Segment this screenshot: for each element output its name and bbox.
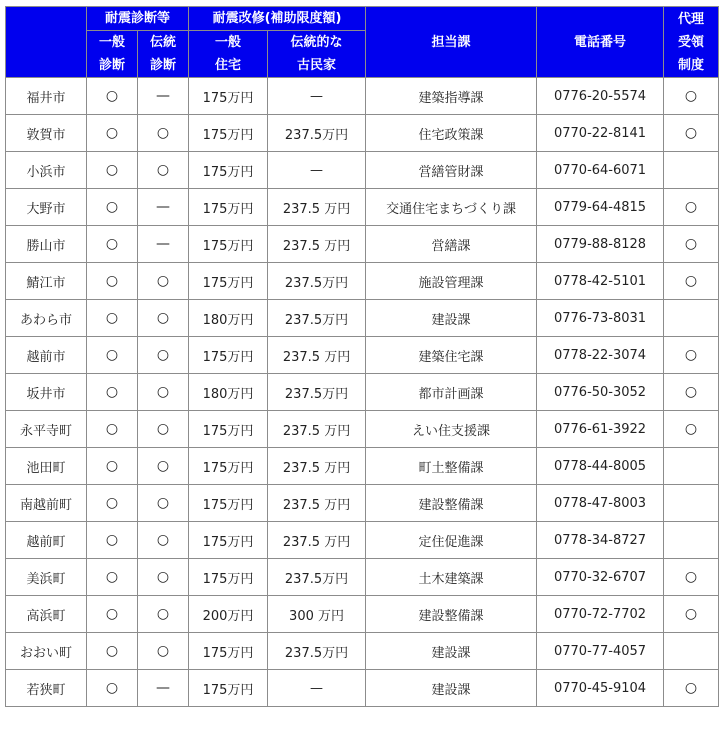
general-house-amount-cell: 175万円 <box>189 78 268 115</box>
proxy-cell: ○ <box>664 189 719 226</box>
table-body <box>6 78 719 707</box>
table-row <box>6 263 719 300</box>
traditional-house-amount-cell: 237.5 万円 <box>268 189 366 226</box>
department-cell: 建築指導課 <box>366 78 537 115</box>
header-general-diagnosis-line2: 診断 <box>98 58 125 73</box>
department-cell: 営繕管財課 <box>366 152 537 189</box>
traditional-house-amount-cell: — <box>268 152 366 189</box>
proxy-cell: ○ <box>664 596 719 633</box>
general-house-amount-cell: 175万円 <box>189 337 268 374</box>
header-proxy-line2: 受領 <box>678 34 705 50</box>
general-house-amount-cell: 175万円 <box>189 152 268 189</box>
general-diagnosis-cell: ○ <box>87 633 138 670</box>
traditional-diagnosis-cell: ○ <box>138 485 189 522</box>
department-cell: 施設管理課 <box>366 263 537 300</box>
department-cell: 建設課 <box>366 300 537 337</box>
phone-cell: 0776-73-8031 <box>537 300 664 337</box>
phone-cell: 0776-61-3922 <box>537 411 664 448</box>
header-traditional-diagnosis-line1: 伝統 <box>150 35 177 50</box>
traditional-house-amount-cell: 237.5万円 <box>268 559 366 596</box>
traditional-diagnosis-cell: ○ <box>138 263 189 300</box>
proxy-cell: ○ <box>664 559 719 596</box>
header-general-diagnosis-line1: 一般 <box>98 35 125 50</box>
city-cell: 坂井市 <box>6 374 87 411</box>
city-cell: 大野市 <box>6 189 87 226</box>
table-row <box>6 337 719 374</box>
traditional-diagnosis-cell: — <box>138 189 189 226</box>
traditional-house-amount-cell: 237.5万円 <box>268 374 366 411</box>
department-cell: 住宅政策課 <box>366 115 537 152</box>
proxy-cell: ○ <box>664 115 719 152</box>
traditional-diagnosis-cell: ○ <box>138 522 189 559</box>
header-traditional-house-line1: 伝統的な <box>290 35 343 50</box>
proxy-cell <box>664 152 719 189</box>
traditional-house-amount-cell: — <box>268 670 366 707</box>
traditional-diagnosis-cell: ○ <box>138 374 189 411</box>
header-traditional-house-line2: 古民家 <box>297 58 337 73</box>
general-diagnosis-cell: ○ <box>87 78 138 115</box>
traditional-house-amount-cell: 237.5万円 <box>268 263 366 300</box>
general-house-amount-cell: 175万円 <box>189 670 268 707</box>
general-diagnosis-cell: ○ <box>87 522 138 559</box>
header-diagnosis-group: 耐震診断等 <box>87 7 189 31</box>
department-cell: 建設課 <box>366 670 537 707</box>
proxy-cell: ○ <box>664 78 719 115</box>
city-cell: 高浜町 <box>6 596 87 633</box>
general-diagnosis-cell: ○ <box>87 226 138 263</box>
phone-cell: 0770-72-7702 <box>537 596 664 633</box>
general-diagnosis-cell: ○ <box>87 337 138 374</box>
traditional-diagnosis-cell: ○ <box>138 596 189 633</box>
proxy-cell <box>664 633 719 670</box>
phone-cell: 0770-22-8141 <box>537 115 664 152</box>
general-diagnosis-cell: ○ <box>87 189 138 226</box>
general-house-amount-cell: 200万円 <box>189 596 268 633</box>
traditional-diagnosis-cell: — <box>138 670 189 707</box>
general-house-amount-cell: 175万円 <box>189 263 268 300</box>
department-cell: 建設課 <box>366 633 537 670</box>
header-department: 担当課 <box>366 7 537 78</box>
proxy-cell: ○ <box>664 411 719 448</box>
traditional-diagnosis-cell: ○ <box>138 152 189 189</box>
phone-cell: 0779-64-4815 <box>537 189 664 226</box>
table-row <box>6 670 719 707</box>
traditional-diagnosis-cell: ○ <box>138 448 189 485</box>
city-cell: 若狭町 <box>6 670 87 707</box>
header-phone: 電話番号 <box>537 7 664 78</box>
traditional-house-amount-cell: 237.5 万円 <box>268 522 366 559</box>
header-retrofit-group: 耐震改修(補助限度額) <box>189 7 366 31</box>
table-row <box>6 300 719 337</box>
traditional-house-amount-cell: 237.5 万円 <box>268 226 366 263</box>
department-cell: 建設整備課 <box>366 596 537 633</box>
traditional-house-amount-cell: 237.5万円 <box>268 300 366 337</box>
general-diagnosis-cell: ○ <box>87 596 138 633</box>
city-cell: おおい町 <box>6 633 87 670</box>
general-diagnosis-cell: ○ <box>87 448 138 485</box>
phone-cell: 0770-32-6707 <box>537 559 664 596</box>
general-diagnosis-cell: ○ <box>87 300 138 337</box>
general-diagnosis-cell: ○ <box>87 559 138 596</box>
table-row <box>6 189 719 226</box>
header-proxy-line1: 代理 <box>678 11 705 27</box>
city-cell: 小浜市 <box>6 152 87 189</box>
traditional-diagnosis-cell: ○ <box>138 633 189 670</box>
city-cell: 福井市 <box>6 78 87 115</box>
header-general-house-line2: 住宅 <box>215 58 242 73</box>
traditional-house-amount-cell: 237.5 万円 <box>268 337 366 374</box>
table-row <box>6 448 719 485</box>
general-house-amount-cell: 180万円 <box>189 300 268 337</box>
proxy-cell: ○ <box>664 337 719 374</box>
header-traditional-diagnosis <box>138 31 189 78</box>
header-general-diagnosis <box>87 31 138 78</box>
general-diagnosis-cell: ○ <box>87 115 138 152</box>
proxy-cell: ○ <box>664 226 719 263</box>
table-row <box>6 152 719 189</box>
general-house-amount-cell: 175万円 <box>189 633 268 670</box>
city-cell: 池田町 <box>6 448 87 485</box>
city-cell: 南越前町 <box>6 485 87 522</box>
department-cell: 都市計画課 <box>366 374 537 411</box>
general-house-amount-cell: 175万円 <box>189 559 268 596</box>
header-row-1 <box>6 7 719 31</box>
general-house-amount-cell: 175万円 <box>189 226 268 263</box>
city-cell: 美浜町 <box>6 559 87 596</box>
proxy-cell <box>664 485 719 522</box>
traditional-diagnosis-cell: ○ <box>138 300 189 337</box>
general-diagnosis-cell: ○ <box>87 485 138 522</box>
phone-cell: 0776-20-5574 <box>537 78 664 115</box>
traditional-diagnosis-cell: ○ <box>138 337 189 374</box>
phone-cell: 0770-45-9104 <box>537 670 664 707</box>
department-cell: 土木建築課 <box>366 559 537 596</box>
traditional-house-amount-cell: 237.5万円 <box>268 115 366 152</box>
header-traditional-diagnosis-line2: 診断 <box>150 58 177 73</box>
traditional-house-amount-cell: 237.5 万円 <box>268 448 366 485</box>
phone-cell: 0778-22-3074 <box>537 337 664 374</box>
table-row <box>6 633 719 670</box>
department-cell: 営繕課 <box>366 226 537 263</box>
traditional-house-amount-cell: 237.5 万円 <box>268 411 366 448</box>
general-diagnosis-cell: ○ <box>87 263 138 300</box>
department-cell: 定住促進課 <box>366 522 537 559</box>
traditional-diagnosis-cell: — <box>138 78 189 115</box>
table-row <box>6 374 719 411</box>
department-cell: 町土整備課 <box>366 448 537 485</box>
traditional-diagnosis-cell: ○ <box>138 115 189 152</box>
table-row <box>6 115 719 152</box>
table-row <box>6 485 719 522</box>
header-city <box>6 7 87 78</box>
traditional-diagnosis-cell: ○ <box>138 559 189 596</box>
general-house-amount-cell: 175万円 <box>189 485 268 522</box>
phone-cell: 0776-50-3052 <box>537 374 664 411</box>
general-diagnosis-cell: ○ <box>87 152 138 189</box>
city-cell: あわら市 <box>6 300 87 337</box>
general-diagnosis-cell: ○ <box>87 670 138 707</box>
general-house-amount-cell: 180万円 <box>189 374 268 411</box>
table-row <box>6 226 719 263</box>
table-row <box>6 522 719 559</box>
city-cell: 勝山市 <box>6 226 87 263</box>
table-row <box>6 596 719 633</box>
proxy-cell: ○ <box>664 263 719 300</box>
general-house-amount-cell: 175万円 <box>189 411 268 448</box>
city-cell: 越前市 <box>6 337 87 374</box>
proxy-cell <box>664 448 719 485</box>
city-cell: 越前町 <box>6 522 87 559</box>
proxy-cell: ○ <box>664 670 719 707</box>
table-row <box>6 559 719 596</box>
city-cell: 鯖江市 <box>6 263 87 300</box>
phone-cell: 0779-88-8128 <box>537 226 664 263</box>
department-cell: えい住支援課 <box>366 411 537 448</box>
traditional-house-amount-cell: 237.5 万円 <box>268 485 366 522</box>
traditional-house-amount-cell: 237.5万円 <box>268 633 366 670</box>
city-cell: 敦賀市 <box>6 115 87 152</box>
proxy-cell: ○ <box>664 374 719 411</box>
phone-cell: 0778-44-8005 <box>537 448 664 485</box>
general-diagnosis-cell: ○ <box>87 374 138 411</box>
department-cell: 交通住宅まちづくり課 <box>366 189 537 226</box>
department-cell: 建設整備課 <box>366 485 537 522</box>
header-general-house-line1: 一般 <box>215 35 242 50</box>
phone-cell: 0778-42-5101 <box>537 263 664 300</box>
header-traditional-house <box>268 31 366 78</box>
header-general-house <box>189 31 268 78</box>
table-row <box>6 411 719 448</box>
proxy-cell <box>664 522 719 559</box>
general-diagnosis-cell: ○ <box>87 411 138 448</box>
header-proxy-line3: 制度 <box>678 57 705 73</box>
traditional-diagnosis-cell: ○ <box>138 411 189 448</box>
traditional-house-amount-cell: 300 万円 <box>268 596 366 633</box>
phone-cell: 0778-47-8003 <box>537 485 664 522</box>
traditional-house-amount-cell: — <box>268 78 366 115</box>
table-row <box>6 78 719 115</box>
department-cell: 建築住宅課 <box>366 337 537 374</box>
phone-cell: 0778-34-8727 <box>537 522 664 559</box>
city-cell: 永平寺町 <box>6 411 87 448</box>
general-house-amount-cell: 175万円 <box>189 189 268 226</box>
proxy-cell <box>664 300 719 337</box>
phone-cell: 0770-64-6071 <box>537 152 664 189</box>
general-house-amount-cell: 175万円 <box>189 448 268 485</box>
phone-cell: 0770-77-4057 <box>537 633 664 670</box>
header-proxy <box>664 7 719 78</box>
traditional-diagnosis-cell: — <box>138 226 189 263</box>
subsidy-table <box>5 6 719 707</box>
general-house-amount-cell: 175万円 <box>189 522 268 559</box>
general-house-amount-cell: 175万円 <box>189 115 268 152</box>
